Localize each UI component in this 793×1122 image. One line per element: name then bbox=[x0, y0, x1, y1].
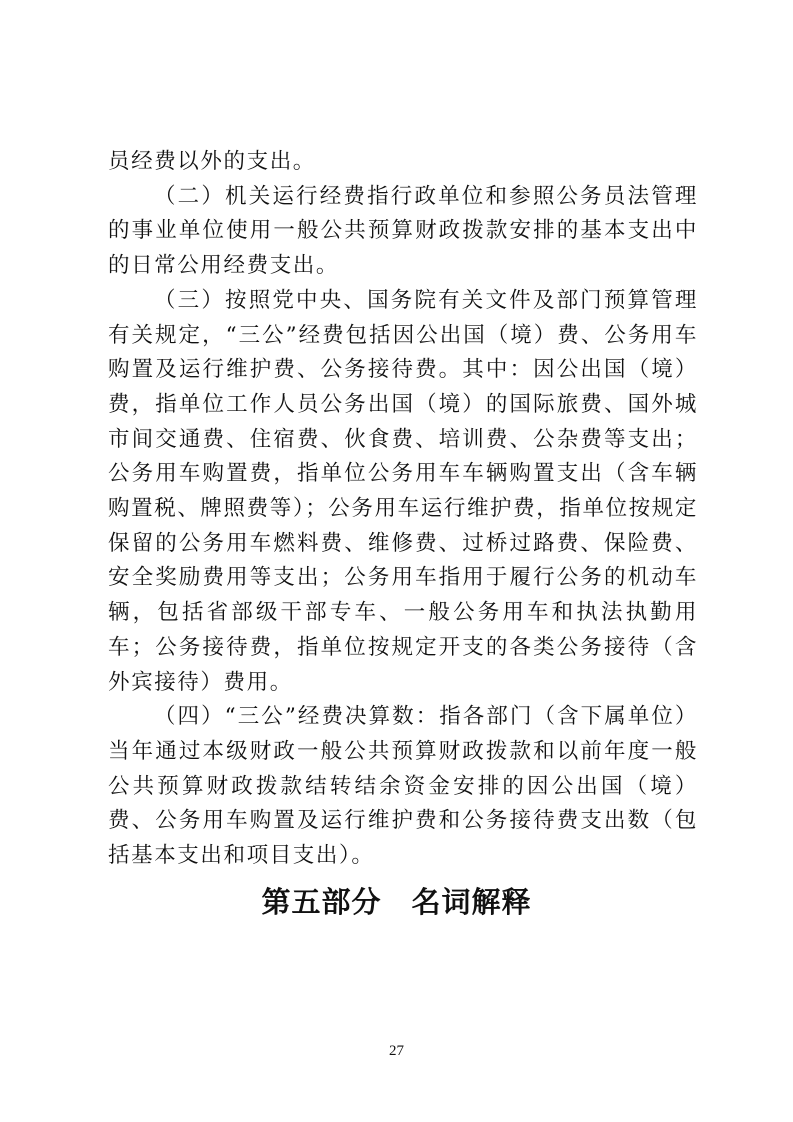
section-title: 第五部分 名词解释 bbox=[261, 885, 532, 919]
paragraph-continuation: 员经费以外的支出。 bbox=[108, 149, 316, 174]
page-number: 27 bbox=[389, 1043, 404, 1059]
paragraph-three-public-expenses: （三）按照党中央、国务院有关文件及部门预算管理有关规定，“三公”经费包括因公出国（境）费、公务用车购置及运行维护费、公务接待费。其中：因公出国（境）费，指单位工作人员公务出国（境）的国际旅费、国外城市间交通费、住宿费、伙食费、培训费、公杂费等支出；公务用车购置费，指单位公务用车车辆购置支出（含车辆购置税、牌照费等）；公务用车运行维护费，指单位按规定保留的公务用车燃料费、维修费、过桥过路费、保险费、安全奖励费用等支出；公务用车指用于履行公务的机动车辆，包括省部级干部专车、一般公务用车和执法执勤用车；公务接待费，指单位按规定开支的各类公务接待（含外宾接待）费用。 bbox=[108, 287, 698, 695]
paragraph-operating-expenses: （二）机关运行经费指行政单位和参照公务员法管理的事业单位使用一般公共预算财政拨款安排的基本支出中的日常公用经费支出。 bbox=[108, 183, 698, 279]
paragraph-three-public-final-accounts: （四）“三公”经费决算数：指各部门（含下属单位）当年通过本级财政一般公共预算财政拨款和以前年度一般公共预算财政拨款结转结余资金安排的因公出国（境）费、公务用车购置及运行维护费和公务接待费支出数（包括基本支出和项目支出）。 bbox=[108, 704, 698, 869]
body-text bbox=[108, 145, 698, 874]
